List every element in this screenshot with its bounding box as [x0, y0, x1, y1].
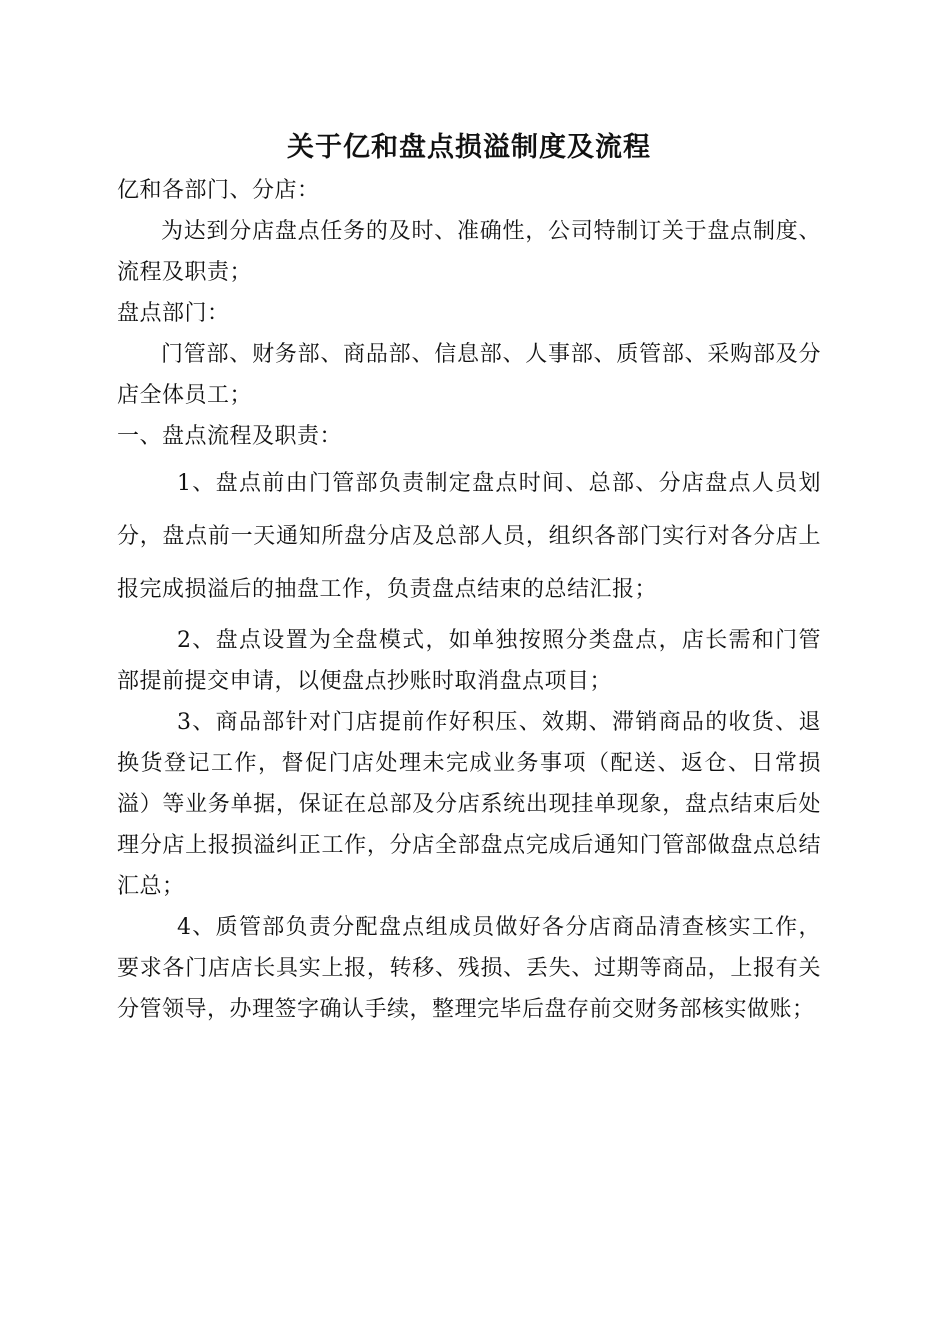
section-heading: 一、盘点流程及职责： — [117, 424, 343, 449]
intro-paragraph: 为达到分店盘点任务的及时、准确性，公司特制订关于盘点制度、流程及职责； — [117, 219, 821, 285]
salutation: 亿和各部门、分店： — [117, 178, 320, 203]
document-title: 关于亿和盘点损溢制度及流程 — [287, 132, 651, 163]
document-page — [117, 126, 821, 1030]
departments-paragraph: 门管部、财务部、商品部、信息部、人事部、质管部、采购部及分店全体员工； — [117, 342, 821, 408]
list-item: 1、盘点前由门管部负责制定盘点时间、总部、分店盘点人员划分，盘点前一天通知所盘分店及总部人员，组织各部门实行对各分店上报完成损溢后的抽盘工作，负责盘点结束的总结汇报； — [117, 471, 821, 602]
departments-heading: 盘点部门： — [117, 301, 230, 326]
list-item: 2、盘点设置为全盘模式，如单独按照分类盘点，店长需和门管部提前提交申请，以便盘点抄账时取消盘点项目； — [117, 628, 821, 694]
list-item: 3、商品部针对门店提前作好积压、效期、滞销商品的收货、退换货登记工作，督促门店处理未完成业务事项（配送、返仓、日常损溢）等业务单据，保证在总部及分店系统出现挂单现象，盘点结束后处理分店上报损溢纠正工作，分店全部盘点完成后通知门管部做盘点总结汇总； — [117, 710, 821, 899]
list-item: 4、质管部负责分配盘点组成员做好各分店商品清查核实工作，要求各门店店长具实上报，转移、残损、丢失、过期等商品，上报有关分管领导，办理签字确认手续，整理完毕后盘存前交财务部核实做账； — [117, 915, 821, 1022]
